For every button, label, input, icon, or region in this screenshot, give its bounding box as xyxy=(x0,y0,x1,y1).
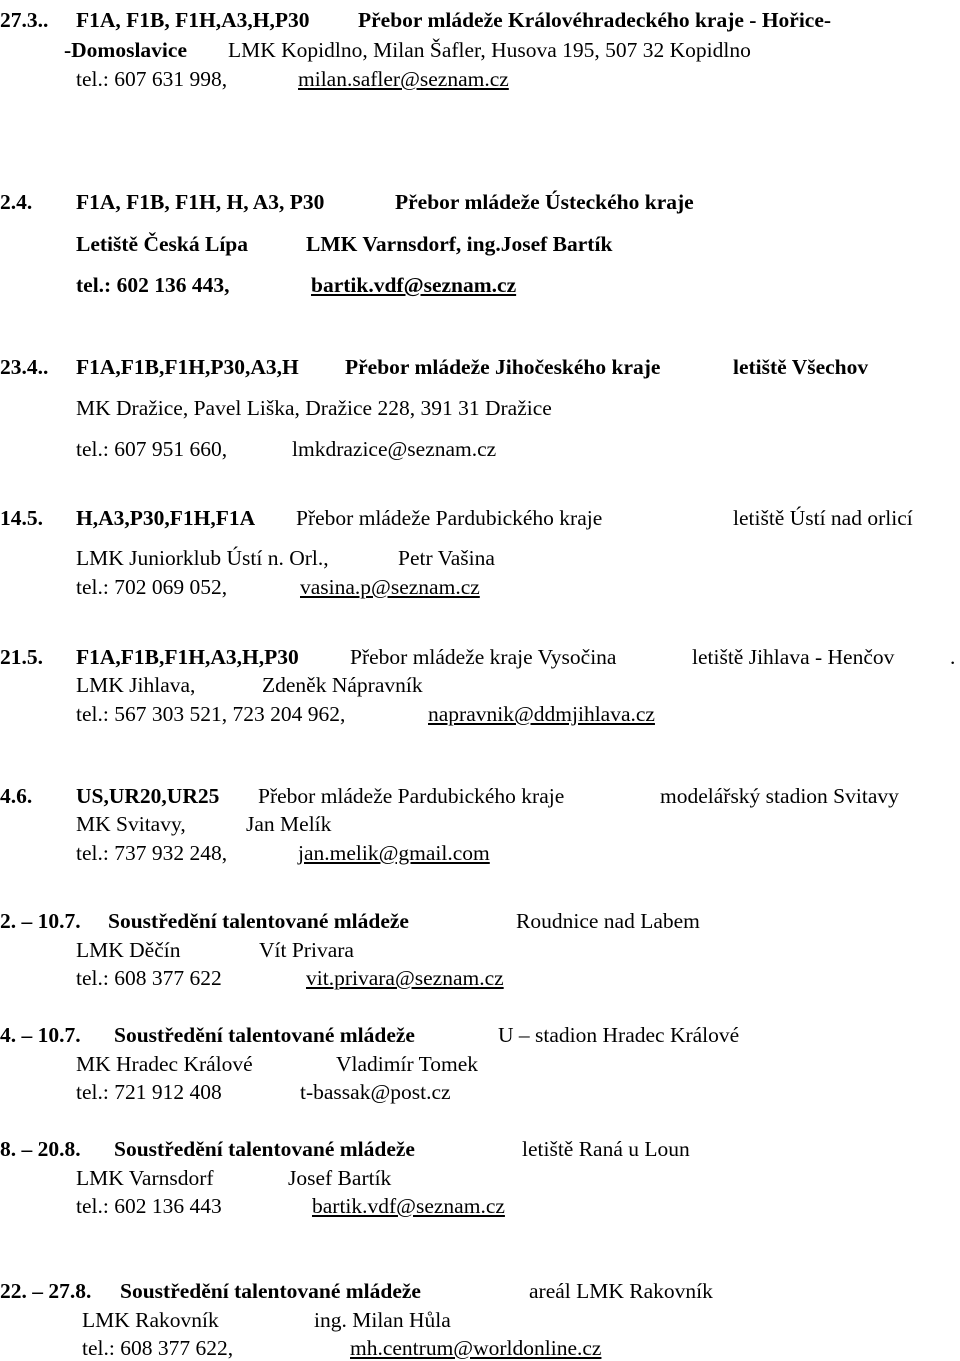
entry-phone: tel.: 721 912 408 xyxy=(76,1080,222,1104)
entry-organizer: LMK Rakovník xyxy=(82,1308,219,1332)
entry-phone: tel.: 607 631 998, xyxy=(76,67,228,91)
entry-email-link[interactable]: bartik.vdf@seznam.cz xyxy=(311,273,517,297)
entry-organizer: LMK Varnsdorf, ing.Josef Bartík xyxy=(306,232,613,256)
entry-venue: letiště Raná u Loun xyxy=(522,1137,690,1161)
entry-person: Petr Vašina xyxy=(398,546,495,570)
entry-date: 23.4.. xyxy=(0,355,49,379)
entry-classes: US,UR20,UR25 xyxy=(76,784,220,808)
entry-classes: F1A, F1B, F1H, H, A3, P30 xyxy=(76,190,325,214)
entry-email[interactable]: lmkdrazice@seznam.cz xyxy=(292,437,497,461)
entry-classes: H,A3,P30,F1H,F1A xyxy=(76,506,256,530)
entry-title: Soustředění talentované mládeže xyxy=(114,1137,415,1161)
entry-phone: tel.: 602 136 443, xyxy=(76,273,230,297)
entry-phone: tel.: 608 377 622 xyxy=(76,966,222,990)
entry-title: Soustředění talentované mládeže xyxy=(108,909,409,933)
entry-organizer: MK Dražice, Pavel Liška, Dražice 228, 391 31 Dražice xyxy=(76,396,552,420)
entry-classes: F1A,F1B,F1H,A3,H,P30 xyxy=(76,645,299,669)
entry-person: ing. Milan Hůla xyxy=(314,1308,451,1332)
entry-venue: Letiště Česká Lípa xyxy=(76,232,248,256)
entry-trailing: . xyxy=(950,645,956,669)
entry-phone: tel.: 608 377 622, xyxy=(82,1336,234,1360)
entry-organizer: LMK Juniorklub Ústí n. Orl., xyxy=(76,546,329,570)
entry-title: Přebor mládeže kraje Vysočina xyxy=(350,645,617,669)
entry-email[interactable]: t-bassak@post.cz xyxy=(300,1080,451,1104)
entry-date: 21.5. xyxy=(0,645,43,669)
entry-title: Přebor mládeže Pardubického kraje xyxy=(296,506,603,530)
entry-classes: F1A, F1B, F1H,A3,H,P30 xyxy=(76,8,310,32)
entry-venue: areál LMK Rakovník xyxy=(529,1279,713,1303)
entry-organizer: MK Svitavy, xyxy=(76,812,186,836)
entry-email-link[interactable]: bartik.vdf@seznam.cz xyxy=(312,1194,505,1218)
entry-venue: letiště Ústí nad orlicí xyxy=(733,506,913,530)
entry-email-link[interactable]: mh.centrum@worldonline.cz xyxy=(350,1336,602,1360)
entry-venue: Roudnice nad Labem xyxy=(516,909,700,933)
entry-title: Přebor mládeže Ústeckého kraje xyxy=(395,190,694,214)
entry-title: Soustředění talentované mládeže xyxy=(114,1023,415,1047)
entry-title: Přebor mládeže Královéhradeckého kraje - Hořice- xyxy=(358,8,832,32)
entry-phone: tel.: 567 303 521, 723 204 962, xyxy=(76,702,346,726)
entry-person: Vít Privara xyxy=(259,938,354,962)
entry-date: 8. – 20.8. xyxy=(0,1137,81,1161)
entry-email-link[interactable]: napravnik@ddmjihlava.cz xyxy=(428,702,655,726)
entry-phone: tel.: 702 069 052, xyxy=(76,575,228,599)
entry-organizer: LMK Varnsdorf xyxy=(76,1166,214,1190)
entry-phone: tel.: 602 136 443 xyxy=(76,1194,222,1218)
entry-title: Soustředění talentované mládeže xyxy=(120,1279,421,1303)
entry-title: Přebor mládeže Jihočeského kraje xyxy=(345,355,661,379)
entry-date: 22. – 27.8. xyxy=(0,1279,92,1303)
entry-organizer: LMK Jihlava, xyxy=(76,673,196,697)
entry-phone: tel.: 737 932 248, xyxy=(76,841,228,865)
entry-date: 14.5. xyxy=(0,506,43,530)
entry-email-link[interactable]: jan.melik@gmail.com xyxy=(298,841,490,865)
entry-venue: U – stadion Hradec Králové xyxy=(498,1023,740,1047)
entry-organizer: LMK Děčín xyxy=(76,938,181,962)
entry-person: Josef Bartík xyxy=(288,1166,392,1190)
entry-person: Jan Melík xyxy=(246,812,332,836)
entry-email-link[interactable]: vasina.p@seznam.cz xyxy=(300,575,480,599)
entry-phone: tel.: 607 951 660, xyxy=(76,437,228,461)
entry-person: Vladimír Tomek xyxy=(336,1052,479,1076)
entry-title: Přebor mládeže Pardubického kraje xyxy=(258,784,565,808)
entry-venue: letiště Jihlava - Henčov xyxy=(692,645,895,669)
entry-venue: modelářský stadion Svitavy xyxy=(660,784,899,808)
entry-date: 27.3.. xyxy=(0,8,49,32)
entry-email-link[interactable]: vit.privara@seznam.cz xyxy=(306,966,504,990)
entry-email-link[interactable]: milan.safler@seznam.cz xyxy=(298,67,509,91)
entry-organizer: LMK Kopidlno, Milan Šafler, Husova 195, 507 32 Kopidlno xyxy=(228,38,751,62)
entry-venue: letiště Všechov xyxy=(733,355,869,379)
entry-date: 4. – 10.7. xyxy=(0,1023,81,1047)
entry-venue: -Domoslavice xyxy=(64,38,187,62)
entry-date: 4.6. xyxy=(0,784,33,808)
entry-date: 2. – 10.7. xyxy=(0,909,81,933)
entry-classes: F1A,F1B,F1H,P30,A3,H xyxy=(76,355,299,379)
entry-organizer: MK Hradec Králové xyxy=(76,1052,253,1076)
entry-person: Zdeněk Nápravník xyxy=(262,673,423,697)
entry-date: 2.4. xyxy=(0,190,33,214)
